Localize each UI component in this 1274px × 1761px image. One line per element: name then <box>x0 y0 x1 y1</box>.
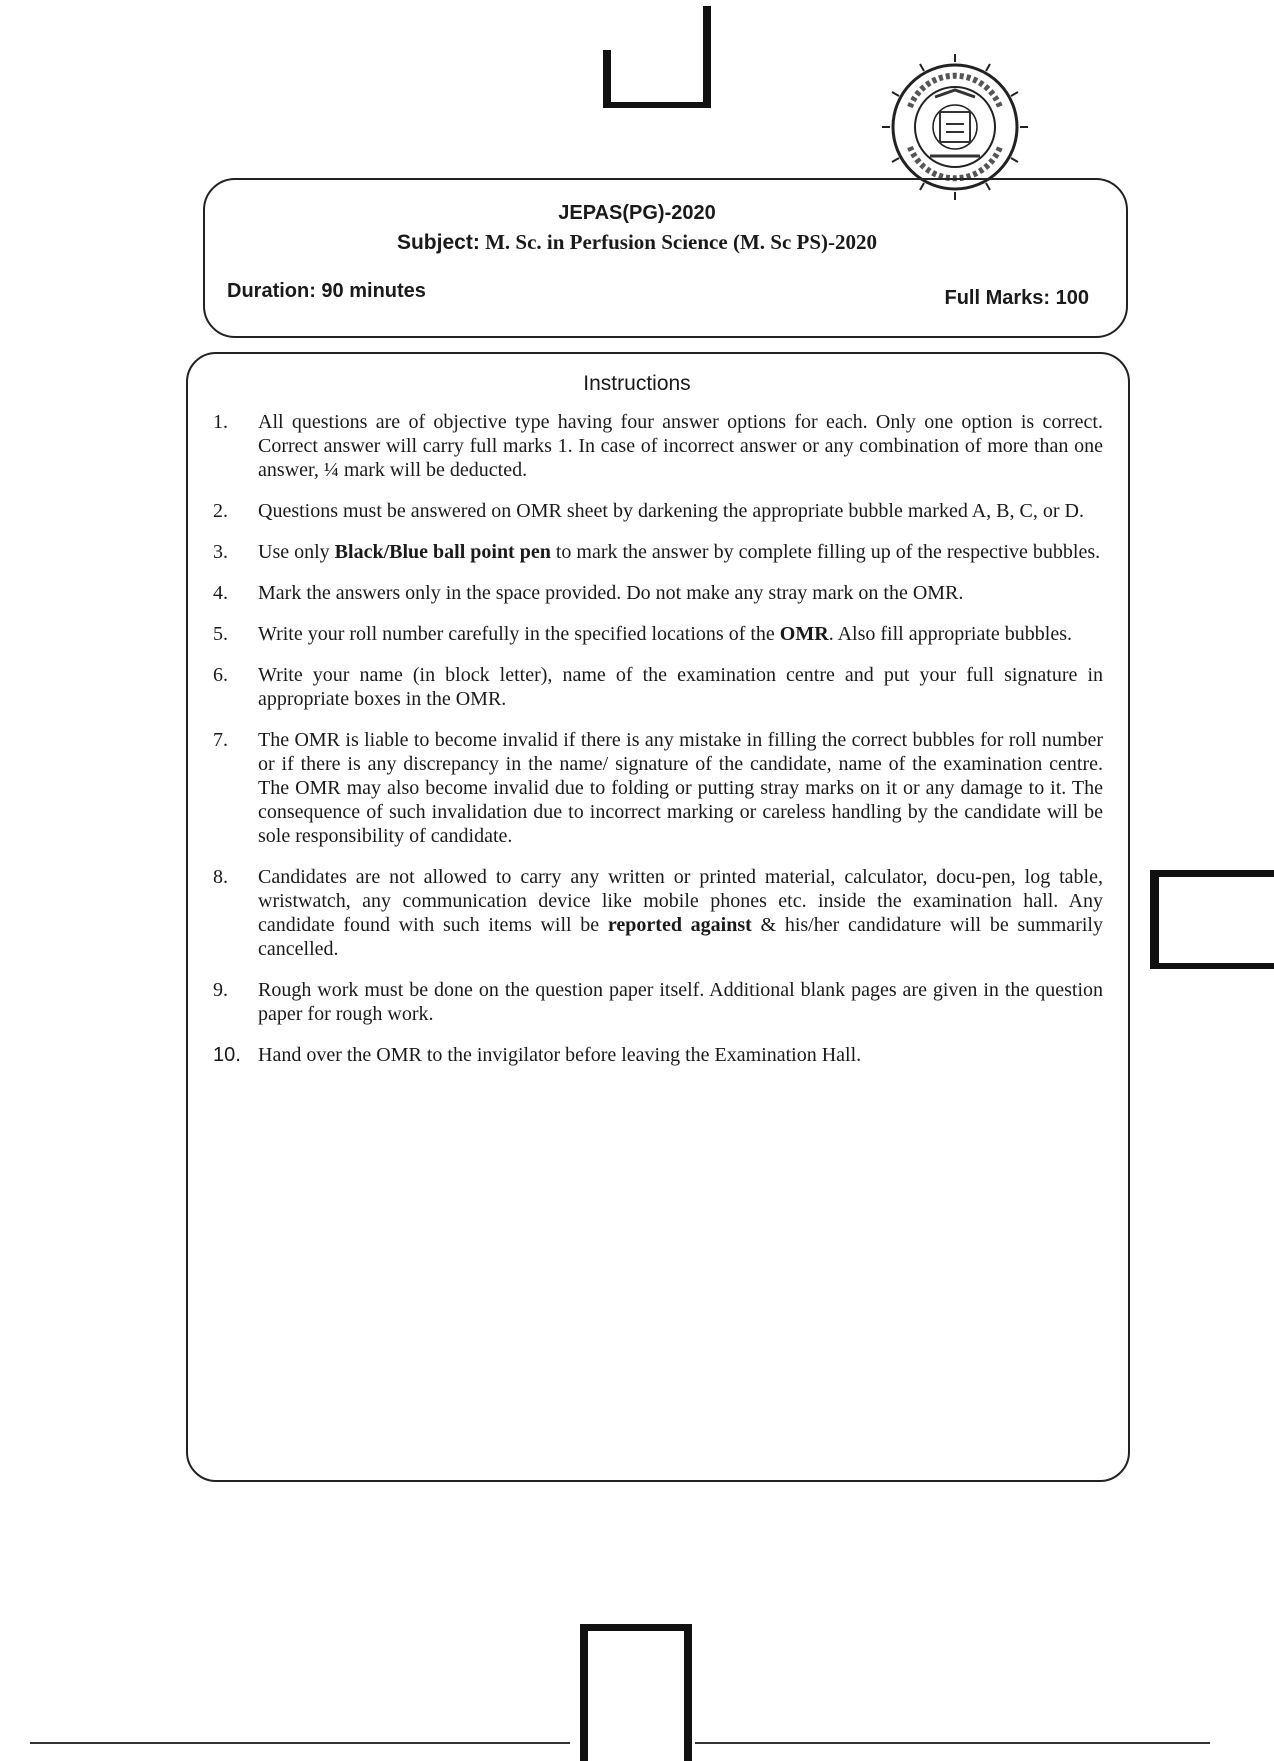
instruction-item <box>213 865 1103 961</box>
duration: Duration: 90 minutes <box>227 280 426 302</box>
instruction-text: Candidates are not allowed to carry any written or printed material, calculator, docu-pen, log table, wristwatch, any communication device like mobile phones etc. inside the examination hall. Any candidate found with such items will be <box>258 866 1103 936</box>
instruction-number: 6. <box>213 664 228 686</box>
instruction-item <box>213 410 1103 482</box>
instruction-number: 3. <box>213 541 228 563</box>
instruction-text: Write your roll number carefully in the specified locations of the <box>258 623 780 645</box>
subject-label: Subject: <box>396 231 480 254</box>
full-marks: Full Marks: 100 <box>944 287 1089 309</box>
instruction-text: Rough work must be done on the question paper itself. Additional blank pages are given in the question paper for rough work. <box>258 979 1103 1025</box>
registration-mark-right <box>1150 870 1274 969</box>
instruction-text: Questions must be answered on OMR sheet by darkening the appropriate bubble marked A, B, C, or D. <box>258 500 1084 522</box>
instruction-emphasis: OMR <box>779 623 829 645</box>
instruction-number: 1. <box>213 411 228 433</box>
instruction-item <box>213 622 1103 646</box>
exam-name: JEPAS(PG)-2020 <box>558 202 716 224</box>
instruction-text: & his/her candidature will be summarily cancelled. <box>258 914 1103 960</box>
instruction-item <box>213 540 1103 564</box>
subject-line <box>0 230 1274 255</box>
instruction-emphasis: reported against <box>607 914 752 936</box>
instruction-text: to mark the answer by complete filling up of the respective bubbles. <box>550 541 1101 563</box>
instruction-number: 2. <box>213 500 228 522</box>
instruction-item <box>213 728 1103 848</box>
instruction-text: Write your name (in block letter), name of the examination centre and put your full signature in appropriate boxes in the OMR. <box>258 664 1103 710</box>
instruction-number: 8. <box>213 866 228 888</box>
instruction-text: Hand over the OMR to the invigilator before leaving the Examination Hall. <box>258 1044 862 1066</box>
instruction-text: Use only <box>258 541 335 563</box>
bottom-rule-left <box>30 1742 570 1744</box>
instructions-list <box>213 410 1103 1084</box>
instruction-number: 10. <box>213 1044 241 1066</box>
instruction-number: 7. <box>213 729 228 751</box>
instruction-item <box>213 1043 1103 1067</box>
instruction-number: 5. <box>213 623 228 645</box>
instruction-item <box>213 581 1103 605</box>
subject-value: M. Sc. in Perfusion Science (M. Sc PS)-2020 <box>485 230 878 254</box>
instruction-text: Mark the answers only in the space provided. Do not make any stray mark on the OMR. <box>258 582 964 604</box>
bottom-rule-right <box>695 1742 1210 1744</box>
instructions-title: Instructions <box>583 372 691 395</box>
instruction-text: The OMR is liable to become invalid if there is any mistake in filling the correct bubbles for roll number or if there is any discrepancy in the name/ signature of the candidate, name of the examination centre. The OMR may also become invalid due to folding or putting stray marks on it or any damage to it. The consequence of such invalidation due to incorrect marking or careless handling by the candidate will be sole responsibility of candidate. <box>258 729 1103 847</box>
instruction-number: 9. <box>213 979 228 1001</box>
instruction-number: 4. <box>213 582 228 604</box>
instruction-item <box>213 978 1103 1026</box>
registration-mark-bottom <box>580 1624 692 1761</box>
instruction-item <box>213 499 1103 523</box>
instruction-text: . Also fill appropriate bubbles. <box>828 623 1072 645</box>
instruction-text: All questions are of objective type having four answer options for each. Only one option is correct. Correct answer will carry full marks 1. In case of incorrect answer or any combination of more than one answer, ¼ mark will be deducted. <box>258 411 1103 481</box>
instruction-item <box>213 663 1103 711</box>
instruction-emphasis: Black/Blue ball point pen <box>334 541 551 563</box>
registration-mark-top <box>603 6 711 108</box>
